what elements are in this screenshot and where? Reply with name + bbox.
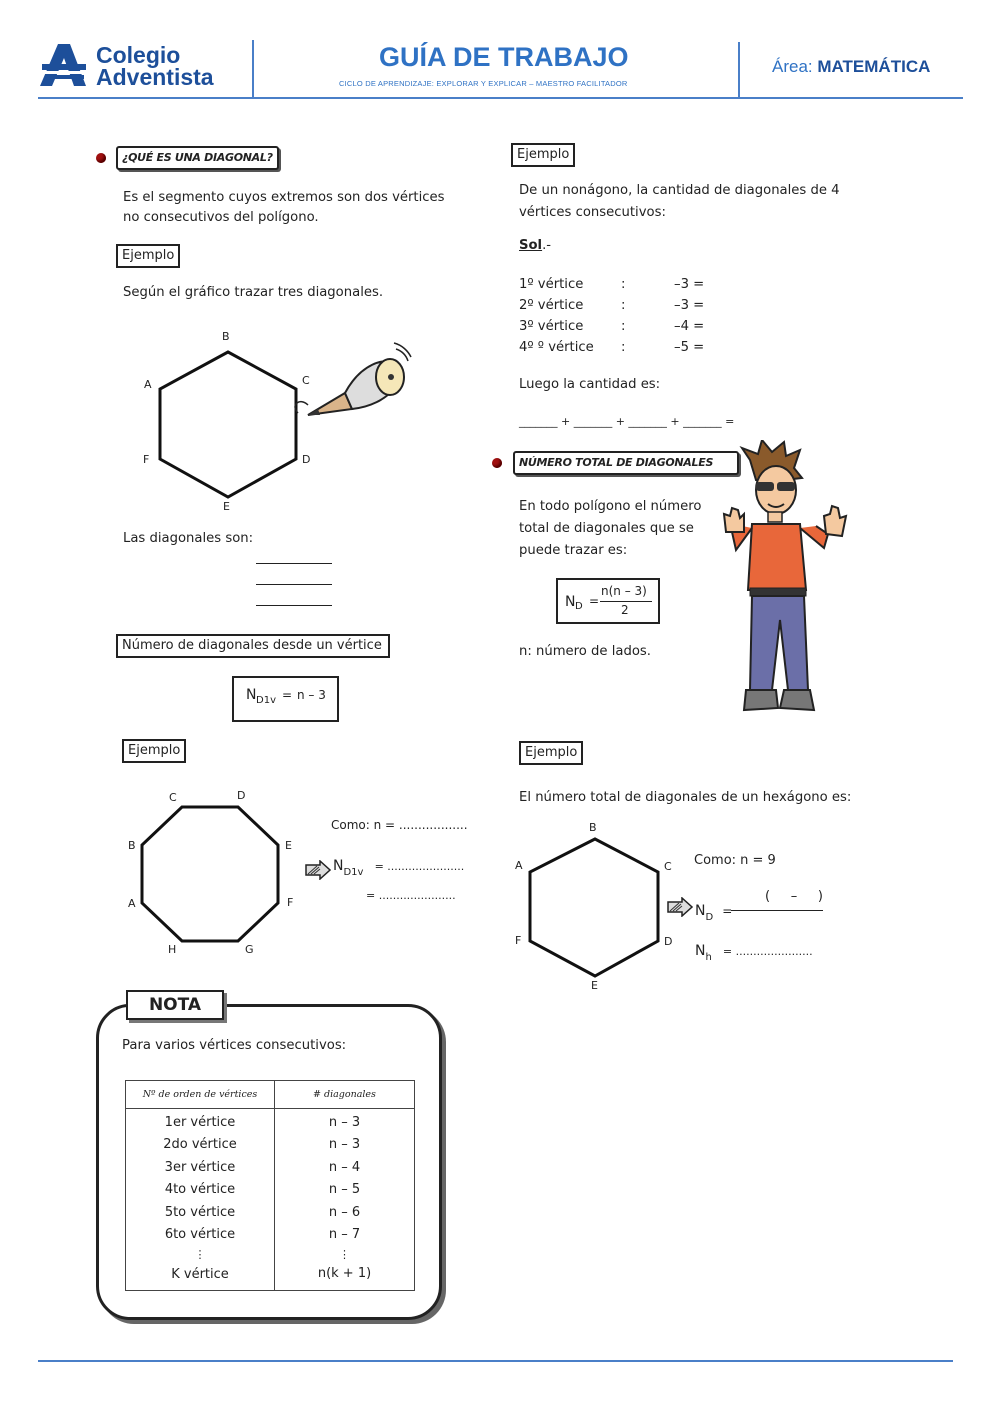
formula-one-vertex bbox=[232, 676, 339, 722]
example-instruction: Según el gráfico trazar tres diagonales. bbox=[123, 285, 384, 300]
nota-col-diag-header: # diagonales bbox=[275, 1081, 415, 1109]
fraction-bar bbox=[600, 601, 652, 602]
hex2-nh bbox=[695, 940, 813, 963]
definition-text bbox=[123, 188, 445, 228]
formula-rhs: n – 3 bbox=[297, 688, 326, 702]
bullet-icon bbox=[492, 458, 502, 468]
octagon-como: Como: n = .................. bbox=[331, 818, 468, 832]
formula-total-sub: D bbox=[575, 601, 583, 612]
answer-line-1[interactable] bbox=[256, 563, 332, 564]
nota-table-row bbox=[126, 1247, 415, 1263]
nota-cell-diagonals: n – 4 bbox=[275, 1157, 415, 1180]
nota-cell-diagonals: n – 5 bbox=[275, 1179, 415, 1202]
formula-subscript: D1v bbox=[256, 695, 276, 706]
nota-table-row bbox=[126, 1157, 415, 1180]
vertex-row-1 bbox=[519, 275, 719, 296]
hex2-fraction-bar bbox=[731, 910, 823, 911]
n-definition: n: número de lados. bbox=[519, 644, 651, 659]
nota-cell-diagonals: ⋮ bbox=[275, 1247, 415, 1263]
vertex-label-b: B bbox=[222, 330, 230, 343]
vertex-label-d: D bbox=[302, 453, 311, 466]
formula-total-numerator: n(n – 3) bbox=[601, 584, 647, 598]
nota-cell-vertex: 1er vértice bbox=[126, 1109, 275, 1135]
octagon-label-d: D bbox=[237, 789, 246, 802]
nota-table-row bbox=[126, 1224, 415, 1247]
logo-emblem-icon bbox=[38, 42, 88, 88]
vertex-row-value: –4 = bbox=[674, 319, 705, 334]
vertex-row-3 bbox=[519, 317, 719, 338]
pencil-icon bbox=[290, 335, 415, 425]
hex2-nh-value: = ...................... bbox=[722, 945, 813, 958]
vertex-row-name: 1º vértice bbox=[519, 277, 584, 292]
definition-line-2: no consecutivos del polígono. bbox=[123, 210, 319, 225]
vertex-row-colon: : bbox=[621, 277, 626, 292]
from-vertex-heading: Número de diagonales desde un vértice bbox=[116, 634, 390, 658]
hex2-como: Como: n = 9 bbox=[694, 853, 776, 868]
octagon-label-e: E bbox=[285, 839, 292, 852]
vertex-label-f: F bbox=[143, 453, 150, 466]
vertex-row-value: –3 = bbox=[674, 298, 705, 313]
nonagon-text bbox=[519, 181, 840, 223]
example-label: Ejemplo bbox=[116, 244, 180, 268]
teacher-character-icon bbox=[722, 440, 852, 720]
formula-total bbox=[556, 578, 660, 624]
vertex-row-name: 2º vértice bbox=[519, 298, 584, 313]
hex2-nh-n: N bbox=[695, 943, 706, 959]
right-example-label-2: Ejemplo bbox=[519, 741, 583, 765]
total-line-1: En todo polígono el número bbox=[519, 499, 702, 514]
header-divider-right bbox=[738, 42, 740, 98]
octagon-shape bbox=[142, 807, 278, 941]
nota-cell-vertex: 5to vértice bbox=[126, 1202, 275, 1225]
octagon-label-b: B bbox=[128, 839, 136, 852]
nota-cell-diagonals: n – 3 bbox=[275, 1134, 415, 1157]
octagon-eq2: = ...................... bbox=[366, 889, 456, 902]
formula-total-n: N bbox=[565, 594, 576, 610]
octagon-label-a: A bbox=[128, 897, 136, 910]
hex2-label-b: B bbox=[589, 821, 597, 834]
nota-table-row bbox=[126, 1179, 415, 1202]
section-heading-total: NÚMERO TOTAL DE DIAGONALES bbox=[513, 451, 739, 475]
total-text bbox=[519, 496, 701, 562]
logo-line-1: Colegio bbox=[96, 42, 181, 68]
hexagon-figure-2 bbox=[515, 825, 675, 985]
formula-n: N bbox=[246, 687, 257, 703]
vertex-row-colon: : bbox=[621, 319, 626, 334]
formula-total-denominator: 2 bbox=[621, 603, 629, 617]
octagon-nd-value: = ...................... bbox=[374, 860, 465, 873]
vertex-row-value: –3 = bbox=[674, 277, 705, 292]
vertex-row-name: 3º vértice bbox=[519, 319, 584, 334]
hexagon-question: El número total de diagonales de un hexágono es: bbox=[519, 790, 852, 805]
formula-total-eq: = bbox=[589, 594, 600, 608]
nota-cell-vertex: 6to vértice bbox=[126, 1224, 275, 1247]
vertex-label-e: E bbox=[223, 500, 230, 513]
page-subtitle: CICLO DE APRENDIZAJE: EXPLORAR Y EXPLICAR – MAESTRO FACILITADOR bbox=[339, 79, 628, 88]
hexagon-shape-2 bbox=[530, 839, 658, 976]
footer-rule bbox=[38, 1360, 953, 1362]
nota-cell-vertex: K vértice bbox=[126, 1263, 275, 1291]
vertex-row-colon: : bbox=[621, 340, 626, 355]
nota-intro: Para varios vértices consecutivos: bbox=[122, 1038, 347, 1053]
vertex-row-2 bbox=[519, 296, 719, 317]
logo-line-2: Adventista bbox=[96, 64, 214, 90]
total-line-2: total de diagonales que se bbox=[519, 521, 694, 536]
octagon-label-f: F bbox=[287, 896, 294, 909]
nota-cell-vertex: 4to vértice bbox=[126, 1179, 275, 1202]
vertex-row-4 bbox=[519, 338, 719, 359]
definition-line-1: Es el segmento cuyos extremos son dos vértices bbox=[123, 190, 445, 205]
section-heading-diagonal: ¿QUÉ ES UNA DIAGONAL? bbox=[116, 146, 279, 170]
school-logo bbox=[38, 42, 253, 90]
vertex-label-a: A bbox=[144, 378, 152, 391]
area-label-text: Área: bbox=[772, 57, 813, 76]
nota-cell-diagonals: n – 6 bbox=[275, 1202, 415, 1225]
luego-text: Luego la cantidad es: bbox=[519, 377, 661, 392]
hex2-nd-n: N bbox=[695, 903, 706, 919]
hex2-label-c: C bbox=[664, 860, 672, 873]
vertex-label-c: C bbox=[302, 374, 310, 387]
diagonals-label: Las diagonales son: bbox=[123, 531, 254, 546]
hex2-nh-sub: h bbox=[705, 952, 712, 963]
nota-table-row bbox=[126, 1263, 415, 1291]
vertex-row-name: 4º º vértice bbox=[519, 340, 594, 355]
sum-line[interactable]: _______ + _______ + _______ + _______ = bbox=[519, 415, 735, 428]
vertex-row-colon: : bbox=[621, 298, 626, 313]
nota-table bbox=[125, 1080, 415, 1291]
sol-label bbox=[519, 236, 551, 256]
hex2-nd-sub: D bbox=[705, 912, 714, 923]
formula-eq: = bbox=[282, 688, 293, 702]
page-title: GUÍA DE TRABAJO bbox=[379, 42, 629, 72]
hex2-nd: $N_D$ = bbox=[695, 903, 733, 923]
nota-cell-vertex: 3er vértice bbox=[126, 1157, 275, 1180]
total-line-3: puede trazar es: bbox=[519, 543, 628, 558]
octagon-label-g: G bbox=[245, 943, 254, 956]
vertex-row-value: –5 = bbox=[674, 340, 705, 355]
nota-table-body bbox=[126, 1109, 415, 1291]
sol-suffix: .- bbox=[542, 238, 552, 253]
nota-cell-diagonals: n – 7 bbox=[275, 1224, 415, 1247]
bullet-icon bbox=[96, 153, 106, 163]
octagon-label-c: C bbox=[169, 791, 177, 804]
octagon-figure bbox=[130, 795, 300, 955]
vertices-list bbox=[519, 275, 719, 359]
header-divider-left bbox=[252, 40, 254, 98]
hex2-label-a: A bbox=[515, 859, 523, 872]
nonagon-line-2: vértices consecutivos: bbox=[519, 205, 666, 220]
octagon-label-h: H bbox=[168, 943, 177, 956]
nota-table-row bbox=[126, 1134, 415, 1157]
nota-cell-diagonals: n – 3 bbox=[275, 1109, 415, 1135]
answer-line-2[interactable] bbox=[256, 584, 332, 585]
hex2-label-d: D bbox=[664, 935, 673, 948]
nota-cell-vertex: 2do vértice bbox=[126, 1134, 275, 1157]
hex2-nd-paren: ( – ) bbox=[765, 889, 823, 904]
nota-cell-vertex: ⋮ bbox=[126, 1247, 275, 1263]
sol-text: Sol bbox=[519, 238, 543, 253]
header-rule bbox=[38, 97, 963, 99]
hex2-label-f: F bbox=[515, 934, 522, 947]
answer-line-3[interactable] bbox=[256, 605, 332, 606]
nota-table-row bbox=[126, 1202, 415, 1225]
example-label-2: Ejemplo bbox=[122, 739, 186, 763]
hexagon-shape bbox=[160, 352, 296, 497]
arrow-icon bbox=[305, 860, 331, 880]
nota-col-vertex-header: Nº de orden de vértices bbox=[126, 1081, 275, 1109]
hex2-label-e: E bbox=[591, 979, 598, 992]
nota-tab: NOTA bbox=[126, 990, 224, 1020]
arrow-icon bbox=[667, 897, 693, 917]
nota-cell-diagonals: n(k + 1) bbox=[275, 1263, 415, 1291]
nonagon-line-1: De un nonágono, la cantidad de diagonales de 4 bbox=[519, 183, 840, 198]
area-value: MATEMÁTICA bbox=[817, 57, 931, 76]
area-label bbox=[772, 57, 930, 77]
octagon-nd: $N_{D1v}$ = ...................... bbox=[333, 858, 465, 878]
nota-table-row bbox=[126, 1109, 415, 1135]
right-example-label: Ejemplo bbox=[511, 143, 575, 167]
